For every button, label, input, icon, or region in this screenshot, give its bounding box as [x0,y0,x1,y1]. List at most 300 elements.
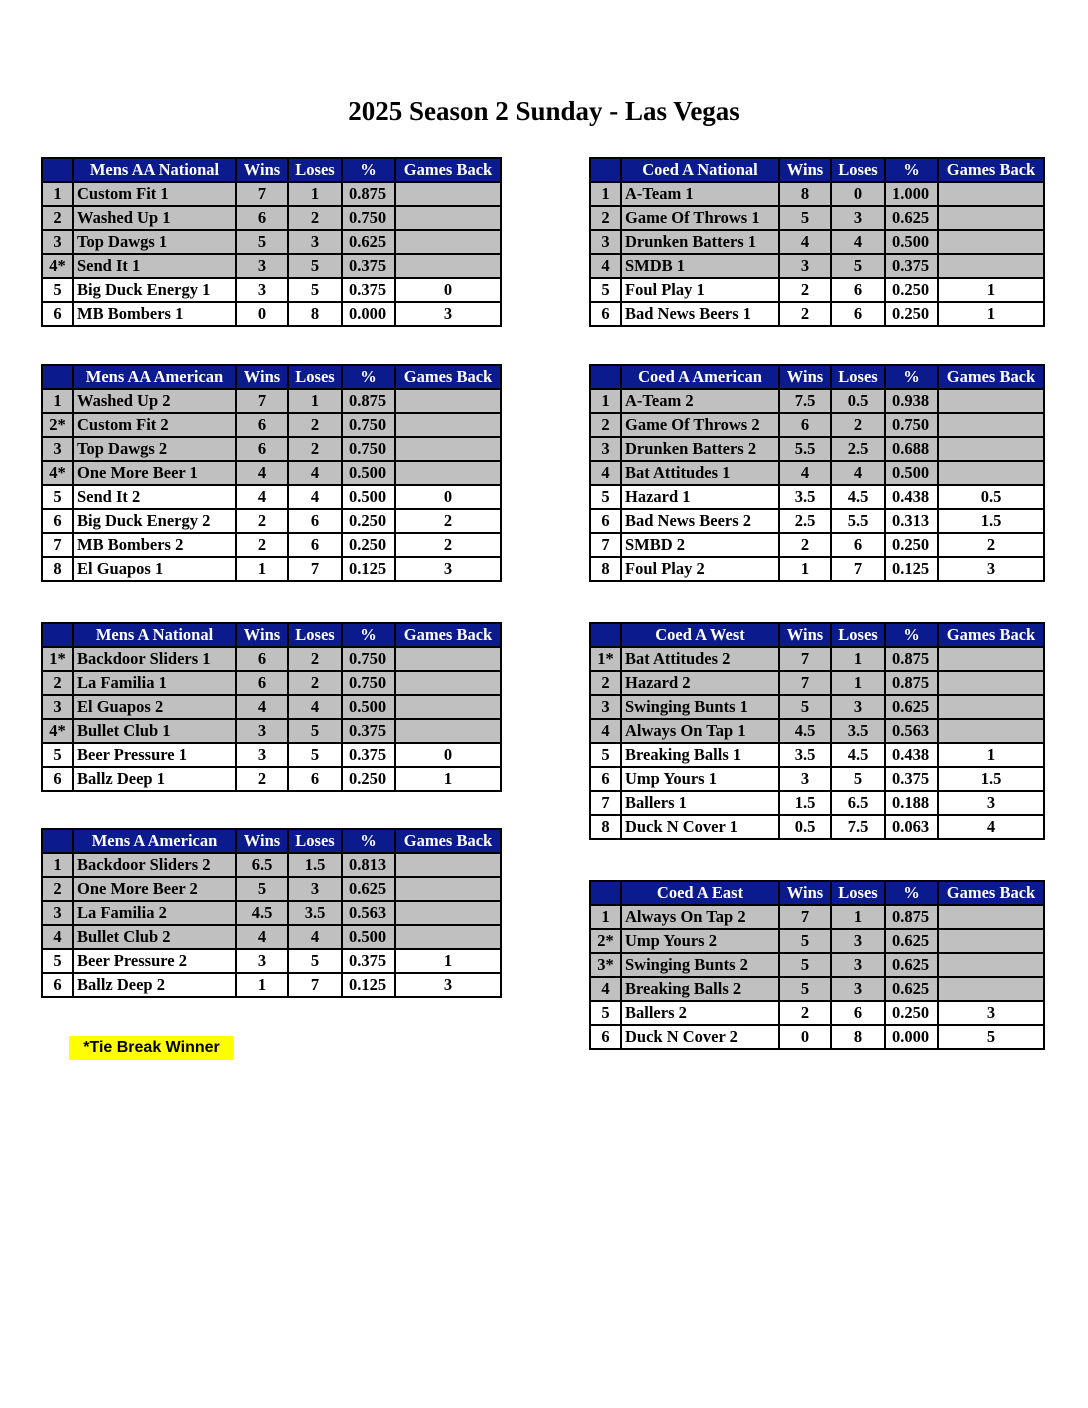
team-rank: 5 [590,485,621,509]
team-name: MB Bombers 1 [73,302,236,326]
team-loses: 7 [831,557,885,581]
page-title: 2025 Season 2 Sunday - Las Vegas [348,96,740,126]
team-name: Swinging Bunts 2 [621,953,779,977]
team-pct: 0.250 [885,1001,938,1025]
team-name: Big Duck Energy 2 [73,509,236,533]
team-rank: 7 [590,533,621,557]
team-wins: 5 [779,695,831,719]
table-row [42,973,501,997]
team-rank: 3 [590,230,621,254]
team-name: Beer Pressure 2 [73,949,236,973]
team-loses: 3 [831,695,885,719]
column-header-wins: Wins [236,623,288,647]
team-games-back [938,230,1044,254]
column-header-wins: Wins [236,158,288,182]
team-games-back [938,953,1044,977]
team-loses: 3 [831,977,885,1001]
team-pct: 0.625 [885,953,938,977]
table-row [590,485,1044,509]
team-rank: 2 [42,671,73,695]
column-header-wins: Wins [779,623,831,647]
team-name: Ump Yours 2 [621,929,779,953]
standings-table-coed-a-west [589,622,1045,840]
team-name: La Familia 1 [73,671,236,695]
header-blank [42,365,73,389]
column-header-pct: % [885,158,938,182]
team-rank: 4 [590,461,621,485]
team-pct: 0.188 [885,791,938,815]
team-games-back [395,206,501,230]
team-games-back [395,671,501,695]
team-wins: 5 [236,230,288,254]
team-games-back [938,647,1044,671]
team-games-back [395,647,501,671]
team-loses: 8 [831,1025,885,1049]
table-row [42,557,501,581]
team-wins: 1 [236,557,288,581]
team-rank: 4 [42,925,73,949]
team-pct: 0.625 [342,230,395,254]
team-rank: 2 [590,206,621,230]
table-row [42,533,501,557]
team-loses: 7.5 [831,815,885,839]
team-pct: 0.375 [885,767,938,791]
team-games-back [395,437,501,461]
team-rank: 5 [42,949,73,973]
team-rank: 2 [42,206,73,230]
team-loses: 1 [831,647,885,671]
team-rank: 5 [590,743,621,767]
standings-table-mens-aa-national [41,157,502,327]
team-games-back [938,389,1044,413]
team-pct: 0.375 [342,743,395,767]
team-games-back: 0 [395,278,501,302]
team-wins: 2 [779,1001,831,1025]
team-wins: 3.5 [779,485,831,509]
team-rank: 6 [42,767,73,791]
team-wins: 5 [779,977,831,1001]
team-loses: 4 [288,695,342,719]
team-wins: 3 [236,278,288,302]
column-header-games-back: Games Back [938,881,1044,905]
tie-break-note: *Tie Break Winner [69,1036,234,1060]
table-row [590,389,1044,413]
team-pct: 0.000 [342,302,395,326]
column-header-pct: % [885,623,938,647]
team-loses: 3 [831,206,885,230]
team-wins: 7 [779,905,831,929]
team-name: Drunken Batters 2 [621,437,779,461]
team-games-back [938,206,1044,230]
team-rank: 6 [590,767,621,791]
team-name: Duck N Cover 1 [621,815,779,839]
team-loses: 6 [831,278,885,302]
team-loses: 2 [831,413,885,437]
team-rank: 2* [590,929,621,953]
table-row [590,767,1044,791]
team-games-back: 1 [938,278,1044,302]
team-wins: 4 [236,485,288,509]
team-pct: 0.438 [885,485,938,509]
table-row [590,977,1044,1001]
table-row [590,1001,1044,1025]
team-loses: 7 [288,973,342,997]
team-name: One More Beer 2 [73,877,236,901]
team-name: Always On Tap 2 [621,905,779,929]
team-rank: 7 [42,533,73,557]
team-games-back [395,719,501,743]
team-rank: 4 [590,719,621,743]
team-wins: 4.5 [779,719,831,743]
team-loses: 6 [831,533,885,557]
table-row [42,206,501,230]
team-loses: 1 [288,182,342,206]
team-name: Big Duck Energy 1 [73,278,236,302]
team-wins: 2 [779,533,831,557]
team-pct: 0.313 [885,509,938,533]
team-rank: 3 [42,695,73,719]
team-wins: 0.5 [779,815,831,839]
team-loses: 5 [831,767,885,791]
team-loses: 6 [288,533,342,557]
team-pct: 0.375 [342,719,395,743]
team-games-back: 1 [938,743,1044,767]
division-name: Mens AA National [73,158,236,182]
team-loses: 4.5 [831,743,885,767]
team-rank: 3 [590,695,621,719]
team-pct: 0.625 [885,977,938,1001]
team-rank: 4* [42,254,73,278]
team-name: Backdoor Sliders 1 [73,647,236,671]
team-pct: 0.563 [885,719,938,743]
team-wins: 6 [236,671,288,695]
team-name: Game Of Throws 2 [621,413,779,437]
team-rank: 8 [590,557,621,581]
table-row [590,182,1044,206]
column-header-pct: % [342,623,395,647]
team-wins: 3 [236,254,288,278]
team-name: A-Team 1 [621,182,779,206]
column-header-loses: Loses [288,623,342,647]
division-name: Coed A American [621,365,779,389]
team-loses: 4 [831,461,885,485]
team-wins: 3.5 [779,743,831,767]
team-name: Top Dawgs 2 [73,437,236,461]
team-name: Backdoor Sliders 2 [73,853,236,877]
team-pct: 0.500 [342,485,395,509]
team-rank: 4* [42,719,73,743]
team-name: Bat Attitudes 1 [621,461,779,485]
table-row [590,206,1044,230]
team-wins: 4.5 [236,901,288,925]
team-loses: 2 [288,413,342,437]
team-loses: 1 [831,905,885,929]
team-loses: 5 [288,949,342,973]
table-row [590,254,1044,278]
division-name: Coed A East [621,881,779,905]
team-pct: 0.750 [342,206,395,230]
team-rank: 6 [590,302,621,326]
team-name: Bad News Beers 2 [621,509,779,533]
column-header-loses: Loses [288,365,342,389]
table-row [42,695,501,719]
team-name: Washed Up 2 [73,389,236,413]
team-name: Ump Yours 1 [621,767,779,791]
team-games-back: 0.5 [938,485,1044,509]
column-header-loses: Loses [288,158,342,182]
team-name: Bullet Club 1 [73,719,236,743]
team-games-back: 3 [395,973,501,997]
table-row [590,671,1044,695]
table-row [42,302,501,326]
team-loses: 4 [831,230,885,254]
team-name: Drunken Batters 1 [621,230,779,254]
team-pct: 0.375 [342,278,395,302]
standings-table-coed-a-east [589,880,1045,1050]
team-rank: 6 [42,509,73,533]
team-wins: 0 [779,1025,831,1049]
column-header-games-back: Games Back [395,365,501,389]
team-name: Foul Play 2 [621,557,779,581]
team-wins: 5 [779,929,831,953]
table-row [42,389,501,413]
team-loses: 6 [288,767,342,791]
column-header-loses: Loses [288,829,342,853]
team-name: Send It 2 [73,485,236,509]
header-blank [42,158,73,182]
header-blank [590,881,621,905]
team-pct: 0.750 [342,647,395,671]
table-row [590,230,1044,254]
team-games-back [395,877,501,901]
team-pct: 0.750 [342,437,395,461]
team-wins: 3 [236,743,288,767]
team-games-back [395,413,501,437]
standings-table-mens-a-national [41,622,502,792]
team-pct: 0.875 [885,671,938,695]
table-row [42,949,501,973]
team-rank: 1 [590,182,621,206]
team-pct: 0.500 [342,461,395,485]
team-rank: 3 [590,437,621,461]
team-loses: 4 [288,925,342,949]
team-games-back: 2 [938,533,1044,557]
team-loses: 1.5 [288,853,342,877]
team-rank: 6 [42,302,73,326]
team-loses: 5 [288,719,342,743]
team-rank: 3 [42,230,73,254]
team-rank: 1 [590,905,621,929]
table-row [42,461,501,485]
header-blank [590,365,621,389]
team-name: El Guapos 1 [73,557,236,581]
team-loses: 3.5 [831,719,885,743]
team-wins: 7 [779,647,831,671]
team-wins: 7 [779,671,831,695]
team-pct: 0.938 [885,389,938,413]
team-games-back [395,695,501,719]
team-name: Ballers 2 [621,1001,779,1025]
team-rank: 6 [42,973,73,997]
team-wins: 2 [779,302,831,326]
team-rank: 4* [42,461,73,485]
column-header-loses: Loses [831,158,885,182]
team-wins: 6 [236,413,288,437]
team-rank: 6 [590,1025,621,1049]
table-row [590,557,1044,581]
team-pct: 0.563 [342,901,395,925]
team-name: Game Of Throws 1 [621,206,779,230]
team-games-back [395,182,501,206]
team-pct: 0.625 [885,929,938,953]
team-loses: 1 [831,671,885,695]
team-rank: 3* [590,953,621,977]
team-rank: 1 [590,389,621,413]
table-row [590,413,1044,437]
column-header-loses: Loses [831,365,885,389]
team-loses: 6 [831,1001,885,1025]
team-pct: 0.375 [342,254,395,278]
team-rank: 5 [42,278,73,302]
team-loses: 6 [831,302,885,326]
team-games-back: 1.5 [938,509,1044,533]
team-name: Bat Attitudes 2 [621,647,779,671]
column-header-pct: % [342,829,395,853]
column-header-games-back: Games Back [395,158,501,182]
team-games-back: 3 [938,1001,1044,1025]
team-games-back [938,437,1044,461]
team-name: Send It 1 [73,254,236,278]
team-pct: 0.625 [342,877,395,901]
team-name: Custom Fit 1 [73,182,236,206]
team-pct: 0.750 [342,413,395,437]
team-games-back: 3 [395,302,501,326]
table-row [42,278,501,302]
table-row [590,719,1044,743]
team-games-back [395,461,501,485]
team-pct: 0.500 [342,695,395,719]
team-rank: 2 [590,671,621,695]
team-wins: 1.5 [779,791,831,815]
team-games-back [938,929,1044,953]
team-wins: 5 [236,877,288,901]
team-games-back: 1 [938,302,1044,326]
team-pct: 0.875 [342,389,395,413]
team-games-back [938,671,1044,695]
table-row [590,791,1044,815]
standings-table-coed-a-national [589,157,1045,327]
team-games-back [938,905,1044,929]
team-loses: 5 [831,254,885,278]
team-name: Bad News Beers 1 [621,302,779,326]
team-games-back: 3 [938,791,1044,815]
team-wins: 7.5 [779,389,831,413]
team-pct: 0.125 [885,557,938,581]
team-rank: 1 [42,182,73,206]
header-blank [42,623,73,647]
team-wins: 2 [236,509,288,533]
column-header-pct: % [885,881,938,905]
team-wins: 3 [236,719,288,743]
team-loses: 5 [288,743,342,767]
table-row [590,302,1044,326]
team-rank: 4 [590,977,621,1001]
table-row [42,853,501,877]
team-name: MB Bombers 2 [73,533,236,557]
team-name: Custom Fit 2 [73,413,236,437]
column-header-pct: % [885,365,938,389]
team-pct: 0.875 [342,182,395,206]
team-wins: 6.5 [236,853,288,877]
team-rank: 2* [42,413,73,437]
team-rank: 5 [42,485,73,509]
column-header-wins: Wins [236,365,288,389]
team-loses: 2 [288,437,342,461]
team-loses: 1 [288,389,342,413]
team-loses: 3 [831,953,885,977]
team-wins: 2 [236,767,288,791]
team-games-back: 4 [938,815,1044,839]
team-name: Ballers 1 [621,791,779,815]
team-wins: 5.5 [779,437,831,461]
team-rank: 1 [42,853,73,877]
team-games-back: 5 [938,1025,1044,1049]
team-pct: 0.250 [342,533,395,557]
team-rank: 1 [42,389,73,413]
team-rank: 1* [42,647,73,671]
team-pct: 0.500 [885,230,938,254]
team-pct: 0.688 [885,437,938,461]
team-loses: 2 [288,671,342,695]
team-wins: 7 [236,389,288,413]
table-row [590,647,1044,671]
team-rank: 8 [42,557,73,581]
table-row [590,1025,1044,1049]
team-pct: 0.500 [342,925,395,949]
team-games-back [938,254,1044,278]
team-pct: 0.750 [885,413,938,437]
column-header-games-back: Games Back [395,623,501,647]
team-games-back: 0 [395,485,501,509]
team-wins: 6 [236,206,288,230]
team-wins: 2 [779,278,831,302]
column-header-wins: Wins [779,881,831,905]
team-rank: 3 [42,437,73,461]
column-header-pct: % [342,365,395,389]
column-header-pct: % [342,158,395,182]
team-loses: 0 [831,182,885,206]
team-wins: 0 [236,302,288,326]
team-pct: 0.250 [885,533,938,557]
team-loses: 5 [288,254,342,278]
team-name: Hazard 1 [621,485,779,509]
header-blank [590,623,621,647]
table-row [42,925,501,949]
team-wins: 6 [779,413,831,437]
table-row [42,743,501,767]
team-games-back: 3 [395,557,501,581]
team-loses: 2 [288,647,342,671]
team-rank: 1* [590,647,621,671]
team-name: SMBD 2 [621,533,779,557]
team-loses: 3 [831,929,885,953]
team-games-back [395,853,501,877]
team-wins: 2.5 [779,509,831,533]
team-name: Swinging Bunts 1 [621,695,779,719]
division-name: Mens A American [73,829,236,853]
column-header-loses: Loses [831,881,885,905]
team-wins: 6 [236,647,288,671]
